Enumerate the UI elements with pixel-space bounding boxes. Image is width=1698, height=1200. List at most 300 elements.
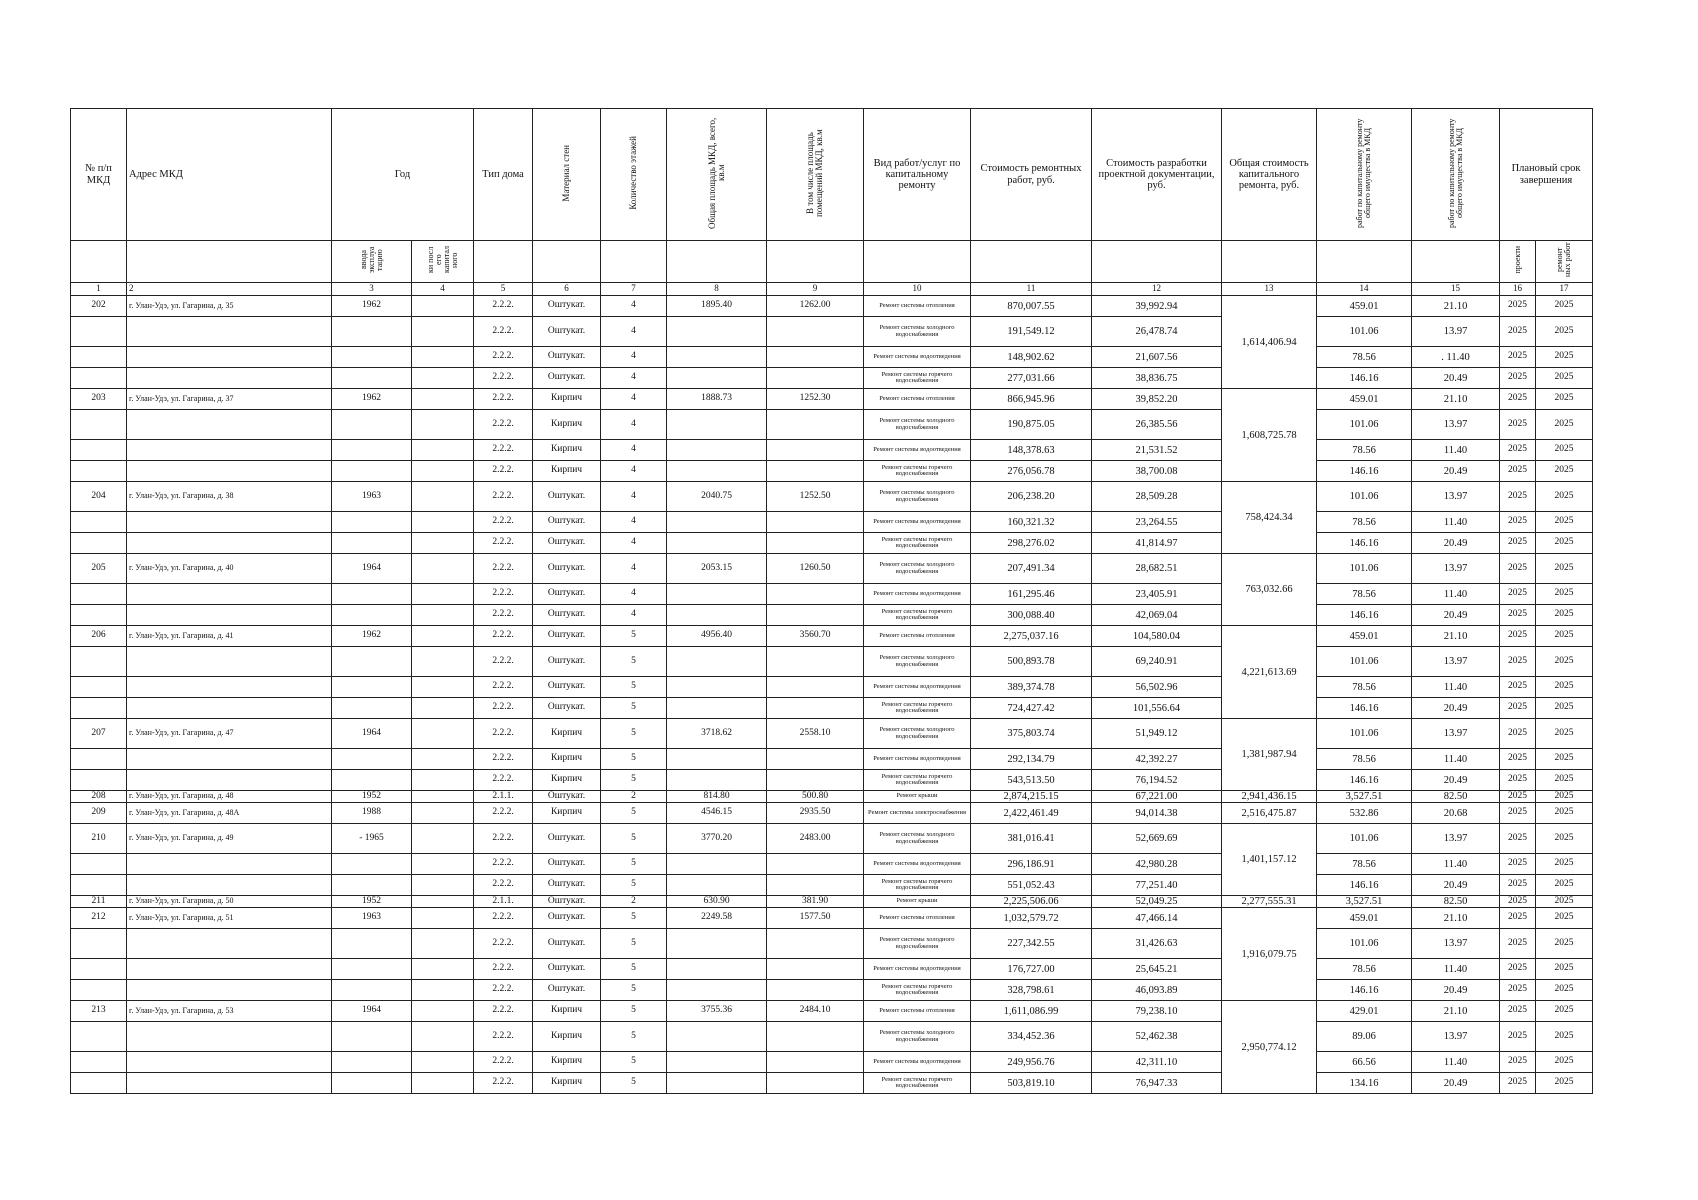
year-last-repair-cell <box>412 389 474 410</box>
unit-cost-repair-cell: 89.06 <box>1317 1022 1412 1052</box>
unit-cost-repair-cell: 146.16 <box>1317 980 1412 1001</box>
cost-repair-cell: 2,422,461.49 <box>971 803 1092 824</box>
work-type-cell: Ремонт системы отопления <box>864 296 971 317</box>
wall-material-cell: Кирпич <box>533 770 601 791</box>
year-last-repair-cell <box>412 512 474 533</box>
plan-design-year-cell: 2025 <box>1500 626 1536 647</box>
plan-design-year-cell: 2025 <box>1500 482 1536 512</box>
plan-design-year-cell: 2025 <box>1500 512 1536 533</box>
unit-cost-repair-cell: 78.56 <box>1317 584 1412 605</box>
plan-repair-year-cell: 2025 <box>1536 1022 1593 1052</box>
unit-cost-design-cell: 20.49 <box>1412 698 1500 719</box>
house-type-cell: 2.2.2. <box>474 482 533 512</box>
plan-repair-year-cell: 2025 <box>1536 803 1593 824</box>
area-total-cell <box>667 317 767 347</box>
plan-repair-year-cell: 2025 <box>1536 896 1593 908</box>
wall-material-cell: Кирпич <box>533 440 601 461</box>
house-type-cell: 2.2.2. <box>474 959 533 980</box>
header-sub-empty <box>864 241 971 283</box>
header-cost-repair: Стоимость ремонтных работ, руб. <box>971 109 1092 241</box>
floors-cell: 4 <box>601 482 667 512</box>
year-built-cell <box>332 959 412 980</box>
table-row <box>71 854 1593 875</box>
plan-design-year-cell: 2025 <box>1500 803 1536 824</box>
year-last-repair-cell <box>412 719 474 749</box>
year-built-cell <box>332 512 412 533</box>
year-built-cell: 1988 <box>332 803 412 824</box>
cost-repair-cell: 500,893.78 <box>971 647 1092 677</box>
wall-material-cell: Кирпич <box>533 1022 601 1052</box>
address-cell <box>127 1073 332 1094</box>
unit-cost-design-cell: 11.40 <box>1412 1052 1500 1073</box>
house-number-cell: 211 <box>71 896 127 908</box>
plan-design-year-cell: 2025 <box>1500 875 1536 896</box>
plan-design-year-cell: 2025 <box>1500 1001 1536 1022</box>
plan-design-year-cell: 2025 <box>1500 719 1536 749</box>
column-number: 17 <box>1536 283 1593 296</box>
plan-repair-year-cell: 2025 <box>1536 1052 1593 1073</box>
cost-repair-cell: 227,342.55 <box>971 929 1092 959</box>
work-type-cell: Ремонт системы горячего водоснабжения <box>864 980 971 1001</box>
year-built-cell <box>332 347 412 368</box>
unit-cost-design-cell: 20.49 <box>1412 1073 1500 1094</box>
cost-design-cell: 39,992.94 <box>1092 296 1222 317</box>
unit-cost-repair-cell: 101.06 <box>1317 647 1412 677</box>
plan-repair-year-cell: 2025 <box>1536 698 1593 719</box>
unit-cost-repair-cell: 101.06 <box>1317 824 1412 854</box>
house-type-cell: 2.1.1. <box>474 896 533 908</box>
year-built-cell: 1963 <box>332 908 412 929</box>
address-cell <box>127 875 332 896</box>
header-col14-label: работ по капитальному ремонту общего имущества в МКД <box>1355 118 1372 228</box>
work-type-cell: Ремонт системы холодного водоснабжения <box>864 647 971 677</box>
year-built-cell: 1952 <box>332 896 412 908</box>
plan-repair-year-cell: 2025 <box>1536 959 1593 980</box>
header-plan-sub2 <box>1536 241 1593 283</box>
area-total-cell <box>667 959 767 980</box>
plan-repair-year-cell: 2025 <box>1536 854 1593 875</box>
area-total-cell <box>667 980 767 1001</box>
unit-cost-design-cell: 21.10 <box>1412 296 1500 317</box>
floors-cell: 5 <box>601 626 667 647</box>
table-row <box>71 1052 1593 1073</box>
address-cell: г. Улан-Удэ, ул. Гагарина, д. 50 <box>127 896 332 908</box>
header-sub-empty <box>1317 241 1412 283</box>
unit-cost-repair-cell: 101.06 <box>1317 719 1412 749</box>
column-number: 4 <box>412 283 474 296</box>
cost-design-cell: 42,311.10 <box>1092 1052 1222 1073</box>
unit-cost-repair-cell: 78.56 <box>1317 854 1412 875</box>
work-type-cell: Ремонт системы горячего водоснабжения <box>864 605 971 626</box>
header-sub-empty <box>767 241 864 283</box>
address-cell <box>127 677 332 698</box>
table-row <box>71 584 1593 605</box>
cost-design-cell: 77,251.40 <box>1092 875 1222 896</box>
house-type-cell: 2.2.2. <box>474 1001 533 1022</box>
unit-cost-repair-cell: 3,527.51 <box>1317 896 1412 908</box>
area-premises-cell <box>767 1022 864 1052</box>
floors-cell: 4 <box>601 461 667 482</box>
house-number-cell <box>71 875 127 896</box>
area-premises-cell <box>767 317 864 347</box>
cost-design-cell: 42,069.04 <box>1092 605 1222 626</box>
area-premises-cell <box>767 347 864 368</box>
area-premises-cell <box>767 647 864 677</box>
year-last-repair-cell <box>412 824 474 854</box>
area-total-cell: 630.90 <box>667 896 767 908</box>
year-last-repair-cell <box>412 410 474 440</box>
plan-repair-year-cell: 2025 <box>1536 584 1593 605</box>
year-built-cell: 1962 <box>332 296 412 317</box>
address-cell: г. Улан-Удэ, ул. Гагарина, д. 48А <box>127 803 332 824</box>
address-cell <box>127 854 332 875</box>
address-cell: г. Улан-Удэ, ул. Гагарина, д. 53 <box>127 1001 332 1022</box>
plan-design-year-cell: 2025 <box>1500 908 1536 929</box>
cost-repair-cell: 300,088.40 <box>971 605 1092 626</box>
year-built-cell <box>332 980 412 1001</box>
table-row <box>71 533 1593 554</box>
work-type-cell: Ремонт системы горячего водоснабжения <box>864 533 971 554</box>
address-cell <box>127 317 332 347</box>
work-type-cell: Ремонт системы отопления <box>864 389 971 410</box>
unit-cost-repair-cell: 146.16 <box>1317 533 1412 554</box>
year-last-repair-cell <box>412 554 474 584</box>
area-premises-cell: 2558.10 <box>767 719 864 749</box>
area-total-cell: 814.80 <box>667 791 767 803</box>
table-row <box>71 461 1593 482</box>
header-material-label: Материал стен <box>561 144 571 202</box>
cost-repair-cell: 866,945.96 <box>971 389 1092 410</box>
cost-design-cell: 51,949.12 <box>1092 719 1222 749</box>
plan-design-year-cell: 2025 <box>1500 389 1536 410</box>
work-type-cell: Ремонт системы холодного водоснабжения <box>864 719 971 749</box>
floors-cell: 5 <box>601 749 667 770</box>
cost-repair-cell: 207,491.34 <box>971 554 1092 584</box>
cost-design-cell: 31,426.63 <box>1092 929 1222 959</box>
plan-repair-year-cell: 2025 <box>1536 647 1593 677</box>
area-premises-cell <box>767 410 864 440</box>
year-built-cell <box>332 929 412 959</box>
house-number-cell <box>71 770 127 791</box>
unit-cost-repair-cell: 78.56 <box>1317 749 1412 770</box>
area-premises-cell: 2483.00 <box>767 824 864 854</box>
work-type-cell: Ремонт системы водоотведения <box>864 512 971 533</box>
house-number-cell: 213 <box>71 1001 127 1022</box>
house-type-cell: 2.2.2. <box>474 1073 533 1094</box>
year-last-repair-cell <box>412 875 474 896</box>
header-year-sub2-label: ки посл его капитал ного <box>425 246 459 274</box>
column-number: 7 <box>601 283 667 296</box>
address-cell <box>127 533 332 554</box>
house-number-cell: 209 <box>71 803 127 824</box>
work-type-cell: Ремонт системы водоотведения <box>864 347 971 368</box>
plan-design-year-cell: 2025 <box>1500 368 1536 389</box>
area-total-cell: 2040.75 <box>667 482 767 512</box>
cost-repair-cell: 1,611,086.99 <box>971 1001 1092 1022</box>
house-type-cell: 2.2.2. <box>474 512 533 533</box>
wall-material-cell: Оштукат. <box>533 929 601 959</box>
column-number: 13 <box>1222 283 1317 296</box>
floors-cell: 5 <box>601 698 667 719</box>
area-total-cell <box>667 605 767 626</box>
area-premises-cell <box>767 584 864 605</box>
header-sub-empty <box>971 241 1092 283</box>
house-type-cell: 2.2.2. <box>474 1052 533 1073</box>
house-type-cell: 2.2.2. <box>474 389 533 410</box>
house-number-cell <box>71 647 127 677</box>
house-number-cell: 208 <box>71 791 127 803</box>
wall-material-cell: Оштукат. <box>533 854 601 875</box>
table-row <box>71 605 1593 626</box>
area-premises-cell: 1262.00 <box>767 296 864 317</box>
table-row <box>71 296 1593 317</box>
house-number-cell: 206 <box>71 626 127 647</box>
plan-repair-year-cell: 2025 <box>1536 482 1593 512</box>
column-number: 5 <box>474 283 533 296</box>
year-last-repair-cell <box>412 854 474 875</box>
plan-repair-year-cell: 2025 <box>1536 719 1593 749</box>
address-cell <box>127 1052 332 1073</box>
year-last-repair-cell <box>412 296 474 317</box>
house-type-cell: 2.2.2. <box>474 1022 533 1052</box>
address-cell: г. Улан-Удэ, ул. Гагарина, д. 35 <box>127 296 332 317</box>
work-type-cell: Ремонт системы отопления <box>864 1001 971 1022</box>
header-work-type: Вид работ/услуг по капитальному ремонту <box>864 109 971 241</box>
plan-design-year-cell: 2025 <box>1500 440 1536 461</box>
unit-cost-repair-cell: 134.16 <box>1317 1073 1412 1094</box>
area-premises-cell <box>767 698 864 719</box>
house-number-cell: 210 <box>71 824 127 854</box>
floors-cell: 5 <box>601 875 667 896</box>
wall-material-cell: Оштукат. <box>533 347 601 368</box>
cost-repair-cell: 190,875.05 <box>971 410 1092 440</box>
house-type-cell: 2.2.2. <box>474 929 533 959</box>
plan-design-year-cell: 2025 <box>1500 461 1536 482</box>
plan-design-year-cell: 2025 <box>1500 854 1536 875</box>
cost-repair-cell: 160,321.32 <box>971 512 1092 533</box>
header-material <box>533 109 601 241</box>
unit-cost-design-cell: 13.97 <box>1412 647 1500 677</box>
house-number-cell <box>71 1073 127 1094</box>
area-total-cell <box>667 533 767 554</box>
header-sub-empty <box>127 241 332 283</box>
cost-design-cell: 52,462.38 <box>1092 1022 1222 1052</box>
table-row <box>71 791 1593 803</box>
cost-design-cell: 38,836.75 <box>1092 368 1222 389</box>
header-year-sub1 <box>332 241 412 283</box>
wall-material-cell: Оштукат. <box>533 908 601 929</box>
wall-material-cell: Оштукат. <box>533 791 601 803</box>
year-built-cell: 1964 <box>332 719 412 749</box>
work-type-cell: Ремонт системы горячего водоснабжения <box>864 461 971 482</box>
unit-cost-repair-cell: 78.56 <box>1317 440 1412 461</box>
cost-design-cell: 79,238.10 <box>1092 1001 1222 1022</box>
work-type-cell: Ремонт системы холодного водоснабжения <box>864 554 971 584</box>
address-cell <box>127 770 332 791</box>
floors-cell: 5 <box>601 677 667 698</box>
cost-total-cell: 1,916,079.75 <box>1222 908 1317 1001</box>
table-row <box>71 317 1593 347</box>
house-type-cell: 2.1.1. <box>474 791 533 803</box>
floors-cell: 5 <box>601 929 667 959</box>
wall-material-cell: Оштукат. <box>533 533 601 554</box>
table-row <box>71 719 1593 749</box>
year-built-cell <box>332 461 412 482</box>
house-type-cell: 2.2.2. <box>474 719 533 749</box>
header-cost-design: Стоимость разработки проектной документации, руб. <box>1092 109 1222 241</box>
house-type-cell: 2.2.2. <box>474 677 533 698</box>
year-built-cell <box>332 875 412 896</box>
cost-total-cell: 4,221,613.69 <box>1222 626 1317 719</box>
house-type-cell: 2.2.2. <box>474 824 533 854</box>
year-last-repair-cell <box>412 1022 474 1052</box>
plan-repair-year-cell: 2025 <box>1536 512 1593 533</box>
unit-cost-design-cell: 20.49 <box>1412 368 1500 389</box>
table-row <box>71 512 1593 533</box>
area-total-cell <box>667 647 767 677</box>
table-row <box>71 410 1593 440</box>
address-cell: г. Улан-Удэ, ул. Гагарина, д. 41 <box>127 626 332 647</box>
floors-cell: 5 <box>601 1001 667 1022</box>
floors-cell: 5 <box>601 1022 667 1052</box>
header-plan-sub1-label: проекти <box>1512 246 1522 274</box>
address-cell <box>127 980 332 1001</box>
year-last-repair-cell <box>412 698 474 719</box>
year-built-cell <box>332 854 412 875</box>
wall-material-cell: Оштукат. <box>533 875 601 896</box>
plan-design-year-cell: 2025 <box>1500 896 1536 908</box>
year-last-repair-cell <box>412 461 474 482</box>
year-last-repair-cell <box>412 959 474 980</box>
address-cell <box>127 749 332 770</box>
plan-repair-year-cell: 2025 <box>1536 533 1593 554</box>
house-type-cell: 2.2.2. <box>474 770 533 791</box>
year-last-repair-cell <box>412 626 474 647</box>
unit-cost-repair-cell: 146.16 <box>1317 770 1412 791</box>
year-last-repair-cell <box>412 929 474 959</box>
header-plan-sub1 <box>1500 241 1536 283</box>
header-area-premises-label: В том числе площадь помещений МКД, кв.м <box>805 129 824 217</box>
header-col15 <box>1412 109 1500 241</box>
year-last-repair-cell <box>412 533 474 554</box>
unit-cost-repair-cell: 101.06 <box>1317 929 1412 959</box>
house-number-cell <box>71 533 127 554</box>
header-area-premises <box>767 109 864 241</box>
year-last-repair-cell <box>412 368 474 389</box>
header-area-total <box>667 109 767 241</box>
area-total-cell: 3755.36 <box>667 1001 767 1022</box>
cost-design-cell: 38,700.08 <box>1092 461 1222 482</box>
unit-cost-design-cell: 21.10 <box>1412 389 1500 410</box>
header-plan: Плановый срок завершения <box>1500 109 1593 241</box>
header-sub-empty <box>1092 241 1222 283</box>
house-type-cell: 2.2.2. <box>474 554 533 584</box>
year-last-repair-cell <box>412 347 474 368</box>
area-total-cell: 2249.58 <box>667 908 767 929</box>
year-last-repair-cell <box>412 482 474 512</box>
house-number-cell: 212 <box>71 908 127 929</box>
header-cost-total: Общая стоимость капитального ремонта, руб. <box>1222 109 1317 241</box>
plan-design-year-cell: 2025 <box>1500 317 1536 347</box>
column-number: 9 <box>767 283 864 296</box>
work-type-cell: Ремонт системы водоотведения <box>864 749 971 770</box>
year-built-cell <box>332 584 412 605</box>
work-type-cell: Ремонт системы водоотведения <box>864 677 971 698</box>
work-type-cell: Ремонт системы холодного водоснабжения <box>864 824 971 854</box>
plan-design-year-cell: 2025 <box>1500 296 1536 317</box>
header-col14 <box>1317 109 1412 241</box>
unit-cost-design-cell: 20.49 <box>1412 461 1500 482</box>
column-number-row <box>71 283 1593 296</box>
cost-design-cell: 21,531.52 <box>1092 440 1222 461</box>
wall-material-cell: Оштукат. <box>533 296 601 317</box>
plan-design-year-cell: 2025 <box>1500 1073 1536 1094</box>
column-number: 15 <box>1412 283 1500 296</box>
header-year-sub1-label: ввода эксплуа тацию <box>358 246 384 274</box>
house-type-cell: 2.2.2. <box>474 347 533 368</box>
cost-design-cell: 76,947.33 <box>1092 1073 1222 1094</box>
table-row <box>71 1022 1593 1052</box>
floors-cell: 4 <box>601 533 667 554</box>
wall-material-cell: Кирпич <box>533 1001 601 1022</box>
year-built-cell: 1962 <box>332 389 412 410</box>
cost-total-cell: 758,424.34 <box>1222 482 1317 554</box>
unit-cost-design-cell: 21.10 <box>1412 626 1500 647</box>
unit-cost-design-cell: 21.10 <box>1412 1001 1500 1022</box>
unit-cost-design-cell: 13.97 <box>1412 1022 1500 1052</box>
unit-cost-repair-cell: 78.56 <box>1317 959 1412 980</box>
plan-repair-year-cell: 2025 <box>1536 824 1593 854</box>
area-premises-cell <box>767 770 864 791</box>
unit-cost-repair-cell: 429.01 <box>1317 1001 1412 1022</box>
header-floors-label: Количество этажей <box>628 136 638 210</box>
year-last-repair-cell <box>412 803 474 824</box>
year-last-repair-cell <box>412 677 474 698</box>
house-type-cell: 2.2.2. <box>474 749 533 770</box>
header-col15-label: работ по капитальному ремонту общего имущества в МКД <box>1446 118 1464 228</box>
floors-cell: 5 <box>601 647 667 677</box>
unit-cost-repair-cell: 101.06 <box>1317 317 1412 347</box>
cost-total-cell: 2,516,475.87 <box>1222 803 1317 824</box>
table-row <box>71 677 1593 698</box>
year-built-cell <box>332 1052 412 1073</box>
unit-cost-design-cell: 82.50 <box>1412 896 1500 908</box>
house-number-cell <box>71 317 127 347</box>
house-number-cell <box>71 1022 127 1052</box>
table-row <box>71 647 1593 677</box>
wall-material-cell: Оштукат. <box>533 512 601 533</box>
area-premises-cell: 500.80 <box>767 791 864 803</box>
work-type-cell: Ремонт системы горячего водоснабжения <box>864 698 971 719</box>
area-total-cell <box>667 584 767 605</box>
year-built-cell <box>332 410 412 440</box>
unit-cost-design-cell: 13.97 <box>1412 482 1500 512</box>
cost-design-cell: 47,466.14 <box>1092 908 1222 929</box>
work-type-cell: Ремонт системы водоотведения <box>864 959 971 980</box>
year-built-cell <box>332 749 412 770</box>
year-built-cell <box>332 770 412 791</box>
year-built-cell <box>332 440 412 461</box>
house-type-cell: 2.2.2. <box>474 875 533 896</box>
cost-repair-cell: 375,803.74 <box>971 719 1092 749</box>
floors-cell: 4 <box>601 368 667 389</box>
table-row <box>71 440 1593 461</box>
plan-repair-year-cell: 2025 <box>1536 1073 1593 1094</box>
wall-material-cell: Оштукат. <box>533 368 601 389</box>
floors-cell: 5 <box>601 1073 667 1094</box>
table-row <box>71 929 1593 959</box>
year-last-repair-cell <box>412 1001 474 1022</box>
